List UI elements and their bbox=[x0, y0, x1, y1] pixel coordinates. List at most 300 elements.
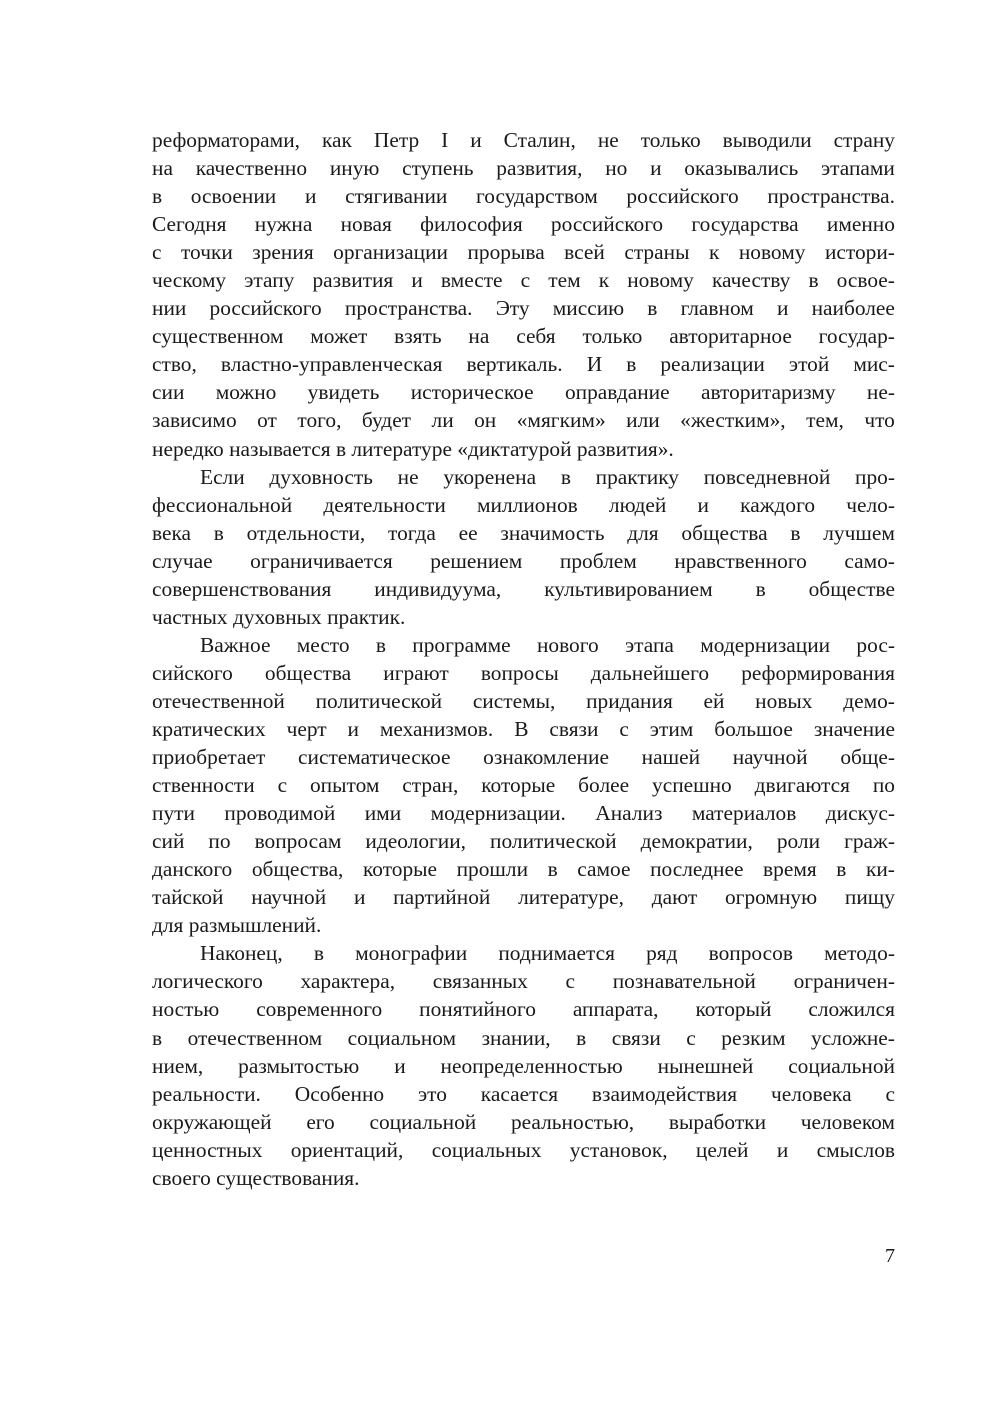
word: российского bbox=[550, 212, 664, 237]
text-line bbox=[152, 463, 895, 491]
word: российского bbox=[209, 296, 322, 321]
word: не- bbox=[866, 380, 895, 405]
paragraph bbox=[152, 126, 895, 463]
word: ей bbox=[703, 688, 725, 713]
word: точки bbox=[180, 240, 233, 265]
word: монографии bbox=[355, 941, 468, 966]
word: логического bbox=[152, 969, 263, 994]
word: взять bbox=[394, 324, 442, 349]
word: государства bbox=[691, 212, 799, 237]
word: лучшем bbox=[823, 520, 895, 545]
word: в bbox=[152, 1025, 163, 1050]
word: в bbox=[626, 352, 637, 377]
text-line: частных духовных практик. bbox=[152, 604, 406, 629]
word: ряд bbox=[646, 941, 678, 966]
text-line bbox=[152, 238, 895, 266]
word: нии bbox=[152, 296, 187, 321]
word: миллионов bbox=[477, 492, 578, 517]
text-line bbox=[152, 406, 895, 434]
word: по bbox=[872, 773, 895, 798]
word: властно-управленческая bbox=[220, 352, 443, 377]
word: ство, bbox=[152, 352, 197, 377]
word: программе bbox=[412, 632, 511, 657]
word: само- bbox=[844, 548, 895, 573]
word: рос- bbox=[856, 632, 895, 657]
text-line bbox=[152, 154, 895, 182]
text-line bbox=[152, 743, 895, 771]
word: вопросам bbox=[254, 829, 342, 854]
word: вертикаль. bbox=[466, 352, 563, 377]
word: в bbox=[560, 464, 571, 489]
word: новых bbox=[755, 688, 813, 713]
word: обще- bbox=[840, 745, 895, 770]
word: И bbox=[586, 352, 603, 377]
word: пространства. bbox=[344, 296, 473, 321]
word: миссию bbox=[552, 296, 625, 321]
word: поднимается bbox=[498, 941, 615, 966]
word: характера, bbox=[300, 969, 396, 994]
word: в bbox=[547, 857, 558, 882]
word: тем bbox=[548, 268, 581, 293]
word: стран, bbox=[402, 773, 459, 798]
word: общества bbox=[681, 520, 768, 545]
word: новому bbox=[738, 240, 806, 265]
word: социальном bbox=[347, 1025, 457, 1050]
word: знании, bbox=[481, 1025, 551, 1050]
word: оправдание bbox=[564, 380, 670, 405]
word: в bbox=[790, 520, 801, 545]
word: Анализ bbox=[595, 801, 663, 826]
word: литературе, bbox=[518, 885, 625, 910]
word: и bbox=[650, 156, 662, 181]
text-line bbox=[152, 883, 895, 911]
word: реформирования bbox=[741, 660, 895, 685]
word: большое bbox=[714, 716, 793, 741]
word: дальнейшего bbox=[590, 660, 710, 685]
word: с bbox=[565, 969, 576, 994]
word: авторитаризму bbox=[700, 380, 836, 405]
word: Если bbox=[200, 464, 245, 489]
word: духовность bbox=[269, 464, 373, 489]
word: или bbox=[626, 408, 660, 433]
word: ими bbox=[364, 801, 402, 826]
word: Эту bbox=[495, 296, 530, 321]
word: философия bbox=[420, 212, 523, 237]
word: может bbox=[310, 324, 368, 349]
word: общества, bbox=[251, 857, 344, 882]
word: нужна bbox=[254, 212, 313, 237]
word: оказывались bbox=[684, 156, 799, 181]
word: придания bbox=[586, 688, 673, 713]
word: реальностью, bbox=[510, 1109, 635, 1134]
word: резким bbox=[721, 1025, 786, 1050]
word: ступень bbox=[402, 156, 474, 181]
word: социальной bbox=[788, 1053, 895, 1078]
word: освое- bbox=[836, 268, 895, 293]
word: государством bbox=[476, 184, 598, 209]
word: последнее bbox=[650, 857, 744, 882]
word: реализации bbox=[660, 352, 765, 377]
word: качеству bbox=[711, 268, 791, 293]
word: в bbox=[755, 576, 766, 601]
text-line bbox=[152, 547, 895, 575]
word: с bbox=[277, 773, 288, 798]
word: в bbox=[647, 296, 658, 321]
word: как bbox=[321, 128, 352, 152]
word: деятельности bbox=[323, 492, 446, 517]
word: которые bbox=[481, 773, 556, 798]
word: именно bbox=[826, 212, 895, 237]
word: к bbox=[708, 240, 720, 265]
word: Особенно bbox=[294, 1081, 385, 1106]
text-line bbox=[152, 1052, 895, 1080]
word: и bbox=[304, 184, 317, 209]
text-line bbox=[152, 1024, 895, 1052]
word: демо- bbox=[843, 688, 895, 713]
word: реформаторами, bbox=[152, 128, 300, 152]
word: сийского bbox=[152, 660, 233, 685]
word: в bbox=[836, 857, 847, 882]
word: на bbox=[468, 324, 490, 349]
word: нравственного bbox=[674, 548, 807, 573]
word: в bbox=[576, 1025, 587, 1050]
text-line bbox=[152, 659, 895, 687]
word: нашей bbox=[641, 745, 701, 770]
word: в bbox=[213, 520, 224, 545]
word: Сталин, bbox=[503, 128, 576, 152]
word: который bbox=[695, 997, 772, 1022]
text-line: своего существования. bbox=[152, 1165, 360, 1190]
word: человеком bbox=[800, 1109, 895, 1134]
word: связанных bbox=[432, 969, 528, 994]
word: двигаются bbox=[754, 773, 850, 798]
word: его bbox=[306, 1109, 335, 1134]
word: в bbox=[375, 632, 386, 657]
word: прошли bbox=[456, 857, 529, 882]
word: познавательной bbox=[612, 969, 756, 994]
word: значимость bbox=[500, 520, 605, 545]
word: истори- bbox=[824, 240, 895, 265]
word: в bbox=[808, 268, 819, 293]
word: черт bbox=[286, 716, 327, 741]
word: Наконец, bbox=[200, 941, 283, 966]
text-line bbox=[152, 575, 895, 603]
word: проводимой bbox=[224, 801, 336, 826]
word: не bbox=[597, 128, 619, 152]
word: понятийного bbox=[419, 997, 536, 1022]
word: чело- bbox=[846, 492, 895, 517]
word: роли bbox=[776, 829, 821, 854]
word: человека bbox=[770, 1081, 852, 1106]
word: вопросы bbox=[480, 660, 559, 685]
word: пищу bbox=[844, 885, 895, 910]
text-line bbox=[152, 294, 895, 322]
text-line bbox=[152, 967, 895, 995]
word: сии bbox=[152, 380, 185, 405]
word: В bbox=[514, 716, 529, 741]
word: и bbox=[697, 492, 709, 517]
word: ее bbox=[458, 520, 478, 545]
text-line bbox=[152, 322, 895, 350]
word: ценностных bbox=[152, 1137, 263, 1162]
word: научной bbox=[251, 885, 327, 910]
text-line bbox=[152, 491, 895, 519]
word: вместе bbox=[440, 268, 503, 293]
word: индивидуума, bbox=[374, 576, 502, 601]
text-line bbox=[152, 827, 895, 855]
word: взаимодействия bbox=[591, 1081, 738, 1106]
text-line bbox=[152, 631, 895, 659]
word: и bbox=[776, 1137, 789, 1162]
word: этапу bbox=[244, 268, 295, 293]
word: связи bbox=[611, 1025, 661, 1050]
word: касается bbox=[480, 1081, 559, 1106]
word: фессиональной bbox=[152, 492, 293, 517]
word: будет bbox=[361, 408, 412, 433]
word: Петр bbox=[373, 128, 420, 152]
word: усложне- bbox=[811, 1025, 895, 1050]
word: развития bbox=[312, 268, 394, 293]
word: играют bbox=[383, 660, 449, 685]
word: опытом bbox=[309, 773, 380, 798]
word: и bbox=[347, 716, 359, 741]
word: «мягким» bbox=[516, 408, 606, 433]
word: сий bbox=[152, 829, 185, 854]
word: место bbox=[296, 632, 350, 657]
word: новому bbox=[627, 268, 694, 293]
word: материалов bbox=[691, 801, 797, 826]
word: выводили bbox=[722, 128, 812, 152]
text-line: нередко называется в литературе «диктатурой развития». bbox=[152, 436, 674, 461]
word: но bbox=[605, 156, 628, 181]
word: развития, bbox=[496, 156, 583, 181]
word: политической bbox=[490, 829, 617, 854]
word: государ- bbox=[818, 324, 895, 349]
word: ностью bbox=[152, 997, 220, 1022]
word: сложился bbox=[808, 997, 895, 1022]
word: стягивании bbox=[345, 184, 448, 209]
text-line bbox=[152, 771, 895, 799]
word: ознакомление bbox=[483, 745, 609, 770]
paragraph bbox=[152, 939, 895, 1191]
word: отечественной bbox=[152, 688, 285, 713]
word: ли bbox=[431, 408, 454, 433]
word: размытостью bbox=[238, 1053, 360, 1078]
word: модернизации bbox=[700, 632, 831, 657]
word: современного bbox=[256, 997, 383, 1022]
word: модернизации. bbox=[430, 801, 566, 826]
word: систематическое bbox=[298, 745, 451, 770]
word: это bbox=[417, 1081, 447, 1106]
word: ки- bbox=[865, 857, 895, 882]
word: освоении bbox=[190, 184, 277, 209]
word: и bbox=[353, 885, 366, 910]
word: Важное bbox=[200, 632, 271, 657]
text-line bbox=[152, 266, 895, 294]
word: нынешней bbox=[657, 1053, 754, 1078]
text-line bbox=[152, 1136, 895, 1164]
text-line bbox=[152, 519, 895, 547]
word: с bbox=[686, 1025, 696, 1050]
word: людей bbox=[608, 492, 667, 517]
word: механизмов. bbox=[379, 716, 494, 741]
word: вопросов bbox=[708, 941, 793, 966]
word: демократии, bbox=[640, 829, 753, 854]
word: совершенствования bbox=[152, 576, 332, 601]
word: мис- bbox=[853, 352, 895, 377]
word: на bbox=[152, 156, 173, 181]
word: зависимо bbox=[152, 408, 237, 433]
word: страну bbox=[833, 128, 895, 152]
word: окружающей bbox=[152, 1109, 272, 1134]
word: с bbox=[619, 716, 629, 741]
word: дискус- bbox=[825, 801, 895, 826]
word: «жестким», bbox=[680, 408, 786, 433]
word: нием, bbox=[152, 1053, 204, 1078]
word: наиболее bbox=[811, 296, 895, 321]
word: успешно bbox=[652, 773, 732, 798]
word: этапами bbox=[820, 156, 895, 181]
word: целей bbox=[695, 1137, 749, 1162]
word: тайской bbox=[152, 885, 224, 910]
word: и bbox=[776, 296, 789, 321]
word: ственности bbox=[152, 773, 255, 798]
text-line bbox=[152, 799, 895, 827]
word: I bbox=[441, 128, 449, 152]
paragraph bbox=[152, 463, 895, 631]
word: этапа bbox=[624, 632, 674, 657]
word: зрения bbox=[252, 240, 314, 265]
word: российского bbox=[626, 184, 739, 209]
word: аппарата, bbox=[572, 997, 659, 1022]
word: он bbox=[474, 408, 497, 433]
word: про- bbox=[855, 464, 895, 489]
word: практику bbox=[595, 464, 679, 489]
word: страны bbox=[624, 240, 690, 265]
word: всей bbox=[564, 240, 605, 265]
text-line bbox=[152, 855, 895, 883]
word: установок, bbox=[569, 1137, 668, 1162]
word: этим bbox=[649, 716, 694, 741]
text-line bbox=[152, 939, 895, 967]
text-line bbox=[152, 995, 895, 1023]
word: для bbox=[627, 520, 659, 545]
word: политической bbox=[315, 688, 443, 713]
word: не bbox=[397, 464, 419, 489]
word: Сегодня bbox=[152, 212, 227, 237]
word: и bbox=[411, 268, 423, 293]
word: авторитарное bbox=[669, 324, 792, 349]
word: более bbox=[578, 773, 630, 798]
word: отдельности, bbox=[246, 520, 366, 545]
word: неопределенностью bbox=[440, 1053, 623, 1078]
text-line bbox=[152, 350, 895, 378]
word: с bbox=[520, 268, 531, 293]
word: только bbox=[582, 324, 643, 349]
word: граж- bbox=[844, 829, 895, 854]
word: в bbox=[152, 184, 163, 209]
word: главном bbox=[680, 296, 754, 321]
word: выработки bbox=[668, 1109, 767, 1134]
word: и bbox=[470, 128, 482, 152]
word: ческому bbox=[152, 268, 227, 293]
word: новая bbox=[340, 212, 392, 237]
text-line bbox=[152, 1080, 895, 1108]
word: нового bbox=[536, 632, 599, 657]
word: решением bbox=[430, 548, 523, 573]
word: можно bbox=[215, 380, 277, 405]
word: организации bbox=[333, 240, 448, 265]
word: приобретает bbox=[152, 745, 266, 770]
word: прорыва bbox=[467, 240, 545, 265]
word: научной bbox=[732, 745, 808, 770]
word: партийной bbox=[393, 885, 491, 910]
body-text bbox=[152, 126, 895, 1192]
word: с bbox=[885, 1081, 895, 1106]
text-line bbox=[152, 182, 895, 210]
word: ориентаций, bbox=[290, 1137, 404, 1162]
word: социальной bbox=[369, 1109, 477, 1134]
word: увидеть bbox=[307, 380, 380, 405]
word: отечественном bbox=[187, 1025, 323, 1050]
word: кратических bbox=[152, 716, 266, 741]
word: каждого bbox=[740, 492, 816, 517]
word: только bbox=[640, 128, 701, 152]
word: иную bbox=[329, 156, 380, 181]
word: социальных bbox=[431, 1137, 542, 1162]
text-line bbox=[152, 687, 895, 715]
text-line bbox=[152, 1108, 895, 1136]
word: огромную bbox=[724, 885, 818, 910]
word: реальности. bbox=[152, 1081, 261, 1106]
word: системы, bbox=[472, 688, 556, 713]
word: пути bbox=[152, 801, 195, 826]
word: обществе bbox=[808, 576, 895, 601]
word: ограничивается bbox=[250, 548, 393, 573]
word: время bbox=[763, 857, 817, 882]
word: этой bbox=[788, 352, 830, 377]
word: с bbox=[152, 240, 162, 265]
word: тогда bbox=[388, 520, 436, 545]
word: ограничен- bbox=[793, 969, 895, 994]
text-line bbox=[152, 210, 895, 238]
word: в bbox=[313, 941, 324, 966]
word: данского bbox=[152, 857, 233, 882]
word: тем, bbox=[806, 408, 844, 433]
text-line bbox=[152, 715, 895, 743]
word: того, bbox=[297, 408, 342, 433]
word: по bbox=[208, 829, 231, 854]
word: века bbox=[152, 520, 192, 545]
word: существенном bbox=[152, 324, 284, 349]
word: себя bbox=[516, 324, 556, 349]
word: случае bbox=[152, 548, 213, 573]
text-line: для размышлений. bbox=[152, 913, 322, 938]
word: повседневной bbox=[703, 464, 831, 489]
word: самое bbox=[577, 857, 631, 882]
word: историческое bbox=[410, 380, 534, 405]
word: проблем bbox=[559, 548, 637, 573]
word: и bbox=[394, 1053, 406, 1078]
text-line bbox=[152, 378, 895, 406]
word: дают bbox=[651, 885, 698, 910]
paragraph bbox=[152, 631, 895, 940]
word: к bbox=[598, 268, 610, 293]
word: смыслов bbox=[816, 1137, 895, 1162]
word: идеологии, bbox=[365, 829, 467, 854]
word: качественно bbox=[195, 156, 308, 181]
word: которые bbox=[362, 857, 438, 882]
